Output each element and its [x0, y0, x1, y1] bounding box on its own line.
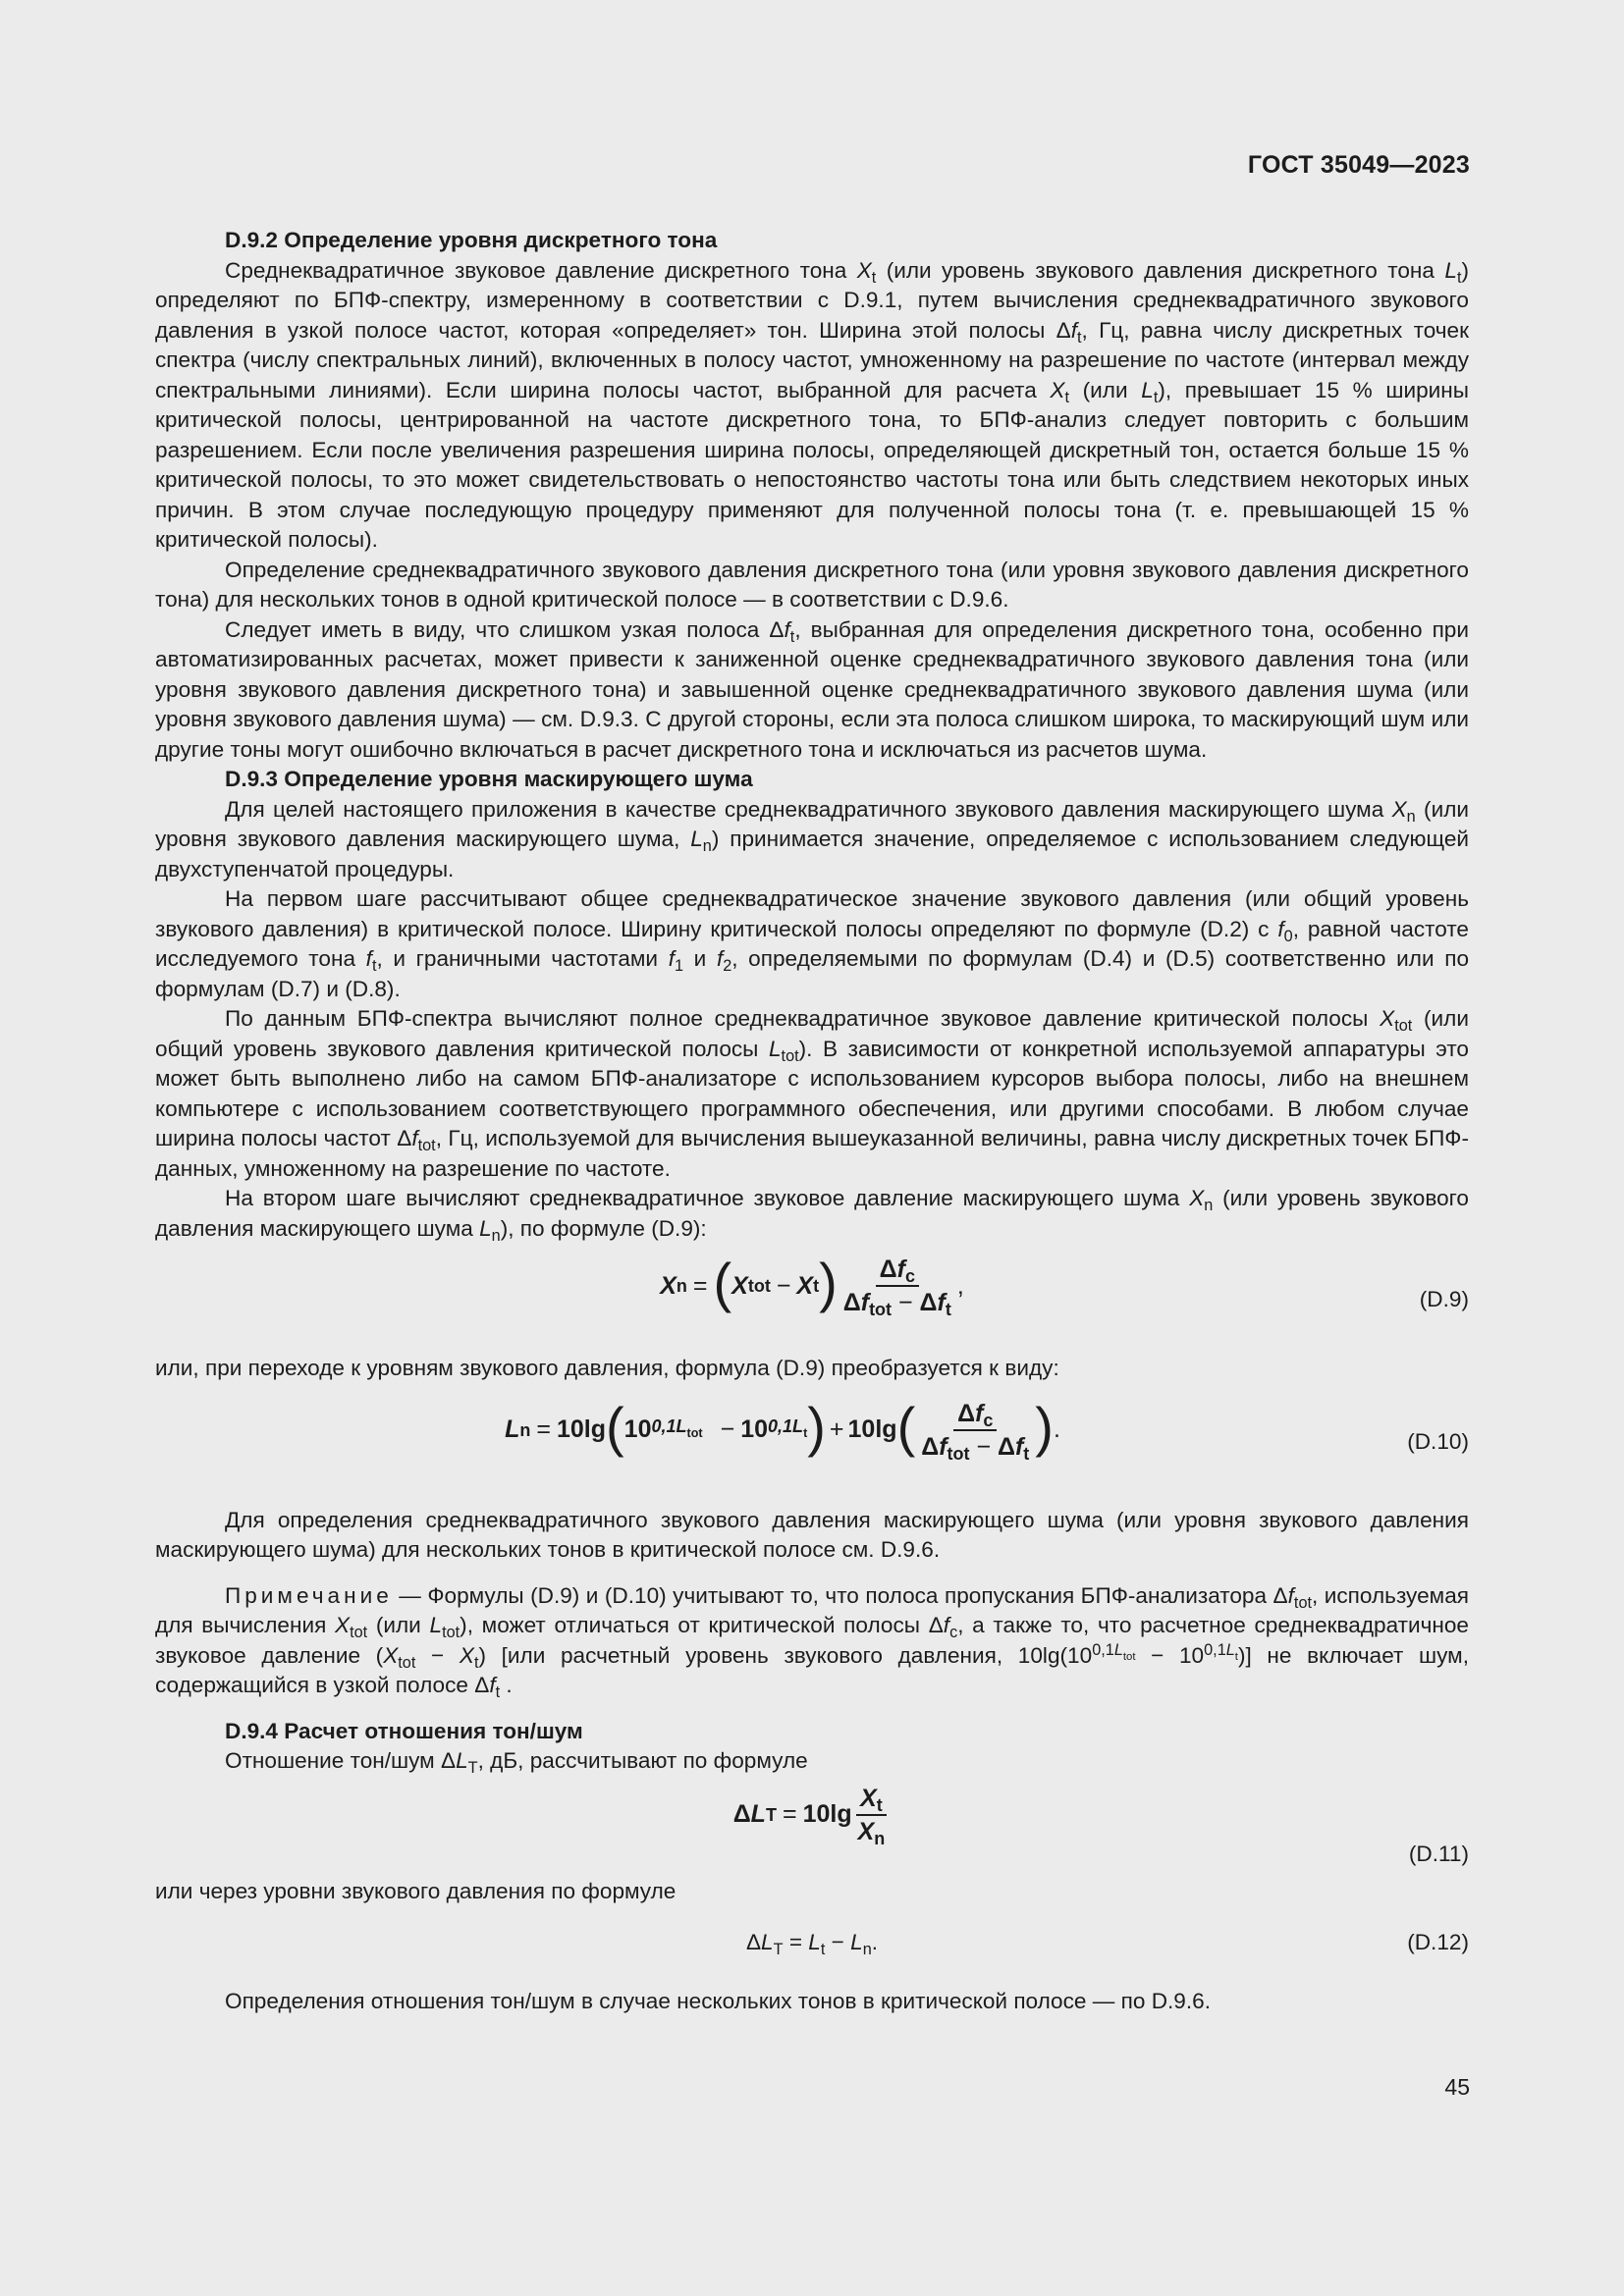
document-body — [155, 226, 1469, 2017]
paragraph: или, при переходе к уровням звукового давления, формула (D.9) преобразуется к виду: — [155, 1356, 1059, 1380]
section-heading-d94: D.9.4 Расчет отношения тон/шум — [225, 1718, 583, 1743]
paragraph: Определение среднеквадратичного звукового давления дискретного тона (или уровня звукового давления дискретного тона) для нескольких тонов в одной критической полосе — в соответствии с D.9.6. — [155, 557, 1469, 612]
equation-number: (D.9) — [1419, 1287, 1469, 1311]
equation-d9: X n = ( X tot − X t ) $\frac{\Delta f_c}{\Delta f_{tot} - \Delta f_t}$ , (D.9) — [660, 1252, 1469, 1319]
equation-number: (D.10) — [1407, 1428, 1469, 1454]
equation-d12: $\Delta L_T = L_t - L_n$. (D.12) — [745, 1930, 1469, 1958]
document-header: ГОСТ 35049—2023 — [1247, 151, 1470, 179]
equation-number: (D.11) — [1408, 1841, 1469, 1866]
section-heading-d93: D.9.3 Определение уровня маскирующего шума — [225, 767, 753, 791]
paragraph: По данным БПФ-спектра вычисляют полное среднеквадратичное звуковое давление критической полосы $X_{tot}$ (или общий уровень звукового давления критической полосы $L_{tot}$). В зависимости от конкретной используемой аппаратуры это может быть выполнено либо на самом БПФ-анализаторе с использованием курсоров выбора полосы, либо на внешнем компьютере с использованием соответствующего программного обеспечения, или другими способами. В любом случае ширина полосы частот $\Delta f_{tot}$, Гц, используемой для вычисления вышеуказанной величины, равна числу дискретных точек БПФ-данных, умноженному на разрешение по частоте. — [155, 1006, 1470, 1181]
paragraph: На первом шаге рассчитывают общее среднеквадратическое значение звукового давления (или общий уровень звукового давления) в критической полосе. Ширину критической полосы определяют по формуле (D.2) с $f_0$, равной частоте исследуемого тона $f_t$, и граничными частотами $f_1$ и $f_2$, определяемыми по формулам (D.4) и (D.5) соответственно или по формулам (D.7) и (D.8). — [155, 886, 1470, 1001]
paragraph: Определения отношения тон/шум в случае нескольких тонов в критической полосе — по D.9.6. — [225, 1989, 1211, 2013]
equation-d10: L n = 10lg ( 10 $0,1L_{tot}$ − 10 $0,1L_t$ ) + 10lg ( $\frac{\Delta f_c}{\Delta f_{tot} - \Delta f_t}$ ) . (D.10) — [505, 1395, 1469, 1464]
page-number: 45 — [1444, 2074, 1470, 2100]
paragraph: Среднеквадратичное звуковое давление дискретного тона $X_t$ (или уровень звукового давления дискретного тона $L_t$) определяют по БПФ-спектру, измеренному в соответствии с D.9.1, путем вычисления среднеквадратичного звукового давления в узкой полосе частот, которая «определяет» тон. Ширина этой полосы $\Delta f_t$, Гц, равна числу дискретных точек спектра (числу спектральных линий), включенных в полосу частот, умноженному на разрешение по частоте (интервал между спектральными линиями). Если ширина полосы частот, выбранной для расчета $X_t$ (или $L_t$), превышает 15 % ширины критической полосы, центрированной на частоте дискретного тона, то БПФ-анализ следует повторить с большим разрешением. Если после увеличения разрешения ширина полосы, определяющей дискретный тон, остается больше 15 % критической полосы, то это может свидетельствовать о непостоянство частоты тона или быть следствием некоторых иных причин. В этом случае последующую процедуру применяют для полученной полосы тона (т. е. превышающей 15 % критической полосы). — [155, 257, 1470, 552]
paragraph: На втором шаге вычисляют среднеквадратичное звуковое давление маскирующего шума $X_n$ (или уровень звукового давления маскирующего шума $L_n$), по формуле (D.9): — [155, 1186, 1469, 1245]
equation-number: (D.12) — [1407, 1930, 1469, 1954]
paragraph: или через уровни звукового давления по формуле — [155, 1878, 677, 1903]
note-paragraph: Примечание — Формулы (D.9) и (D.10) учитывают то, что полоса пропускания БПФ-анализатора $\Delta f_{tot}$, используемая для вычисления $X_{tot}$ (или $L_{tot}$), может отличаться от критической полосы $\Delta f_c$, а также то, что расчетное среднеквадратичное звуковое давление $(X_{tot} - X_t)$ [или расчетный уровень звукового давления, $10\lg(10^{0,1L_{tot}} - 10^{0,1L_t})$] не включает шум, содержащийся в узкой полосе $\Delta f_t$ . — [155, 1582, 1469, 1701]
equation-d11: Δ L T = 10lg $\frac{X_t}{X_n}$ (D.11) — [155, 1783, 1469, 1869]
paragraph: Для определения среднеквадратичного звукового давления маскирующего шума (или уровня звукового давления маскирующего шума) для нескольких тонов в критической полосе см. D.9.6. — [155, 1507, 1469, 1562]
paragraph: Следует иметь в виду, что слишком узкая полоса $\Delta f_t$, выбранная для определения дискретного тона, особенно при автоматизированных расчетах, может привести к заниженной оценке среднеквадратичного звукового давления тона (или уровня звукового давления дискретного тона) и завышенной оценке среднеквадратичного звукового давления шума (или уровня звукового давления шума) — см. D.9.3. С другой стороны, если эта полоса слишком широка, то маскирующий шум или другие тоны могут ошибочно включаться в расчет дискретного тона и исключаться из расчетов шума. — [155, 616, 1469, 762]
paragraph: Отношение тон/шум $\Delta L_T$, дБ, рассчитывают по формуле — [225, 1748, 808, 1777]
paragraph: Для целей настоящего приложения в качестве среднеквадратичного звукового давления маскирующего шума $X_n$ (или уровня звукового давления маскирующего шума, $L_n$) принимается значение, определяемое с использованием следующей двухступенчатой процедуры. — [155, 796, 1469, 881]
section-heading-d92: D.9.2 Определение уровня дискретного тона — [225, 228, 718, 252]
